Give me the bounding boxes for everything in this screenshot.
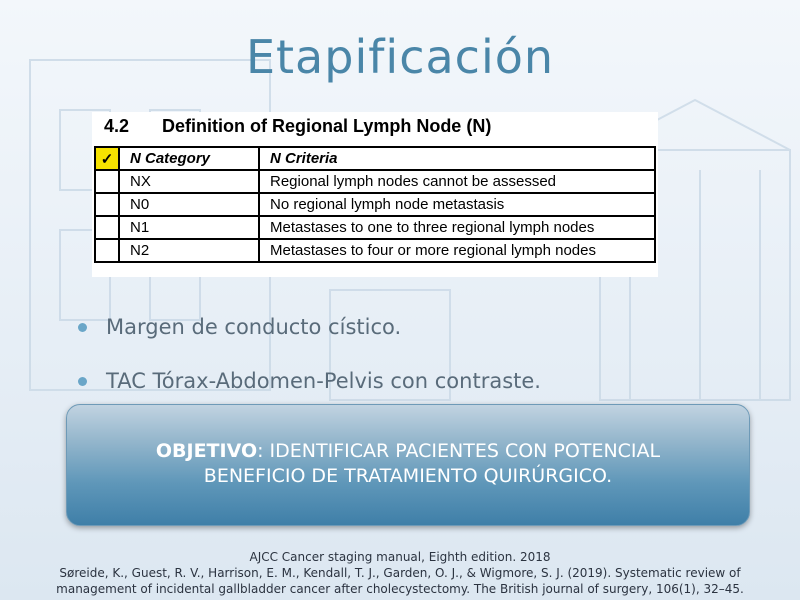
reference-line: AJCC Cancer staging manual, Eighth edition. 2018 bbox=[249, 550, 551, 564]
n-category-table bbox=[94, 146, 656, 263]
bullet-item bbox=[78, 310, 541, 364]
table-heading-text: Definition of Regional Lymph Node (N) bbox=[162, 116, 492, 136]
objective-line-2: BENEFICIO DE TRATAMIENTO QUIRÚRGICO. bbox=[203, 465, 613, 487]
objective-line-1: : IDENTIFICAR PACIENTES CON POTENCIAL bbox=[257, 440, 661, 462]
bullet-list bbox=[78, 310, 541, 418]
criteria-cell: Metastases to one to three regional lymph nodes bbox=[259, 216, 655, 239]
column-header-category: N Category bbox=[119, 147, 259, 170]
bullet-dot-icon bbox=[78, 323, 87, 332]
table-row bbox=[95, 193, 655, 216]
criteria-cell: No regional lymph node metastasis bbox=[259, 193, 655, 216]
checkbox-cell bbox=[95, 216, 119, 239]
objective-text bbox=[67, 439, 749, 489]
lymph-node-table-figure bbox=[92, 112, 658, 277]
table-row bbox=[95, 239, 655, 262]
bullet-text: TAC Tórax-Abdomen-Pelvis con contraste. bbox=[106, 369, 541, 393]
category-cell: N1 bbox=[119, 216, 259, 239]
objective-label: OBJETIVO bbox=[155, 440, 258, 462]
references bbox=[0, 549, 800, 597]
checkmark-icon: ✓ bbox=[95, 147, 119, 170]
criteria-cell: Regional lymph nodes cannot be assessed bbox=[259, 170, 655, 193]
table-heading bbox=[104, 116, 491, 137]
slide-title: Etapificación bbox=[245, 30, 555, 84]
table-header-row bbox=[95, 147, 655, 170]
checkbox-cell bbox=[95, 170, 119, 193]
reference-line: Søreide, K., Guest, R. V., Harrison, E. M., Kendall, T. J., Garden, O. J., & Wigmore, S. J. (2019). Systematic review of bbox=[59, 566, 741, 580]
table-row bbox=[95, 170, 655, 193]
criteria-cell: Metastases to four or more regional lymph nodes bbox=[259, 239, 655, 262]
checkbox-cell bbox=[95, 239, 119, 262]
bullet-dot-icon bbox=[78, 377, 87, 386]
checkbox-cell bbox=[95, 193, 119, 216]
table-row bbox=[95, 216, 655, 239]
category-cell: N0 bbox=[119, 193, 259, 216]
category-cell: NX bbox=[119, 170, 259, 193]
category-cell: N2 bbox=[119, 239, 259, 262]
table-heading-number: 4.2 bbox=[104, 116, 130, 136]
objective-callout-box bbox=[66, 404, 750, 526]
column-header-criteria: N Criteria bbox=[259, 147, 655, 170]
bullet-text: Margen de conducto cístico. bbox=[106, 315, 402, 339]
reference-line: management of incidental gallbladder cancer after cholecystectomy. The British journal of surgery, 106(1), 32–45. bbox=[56, 582, 744, 596]
